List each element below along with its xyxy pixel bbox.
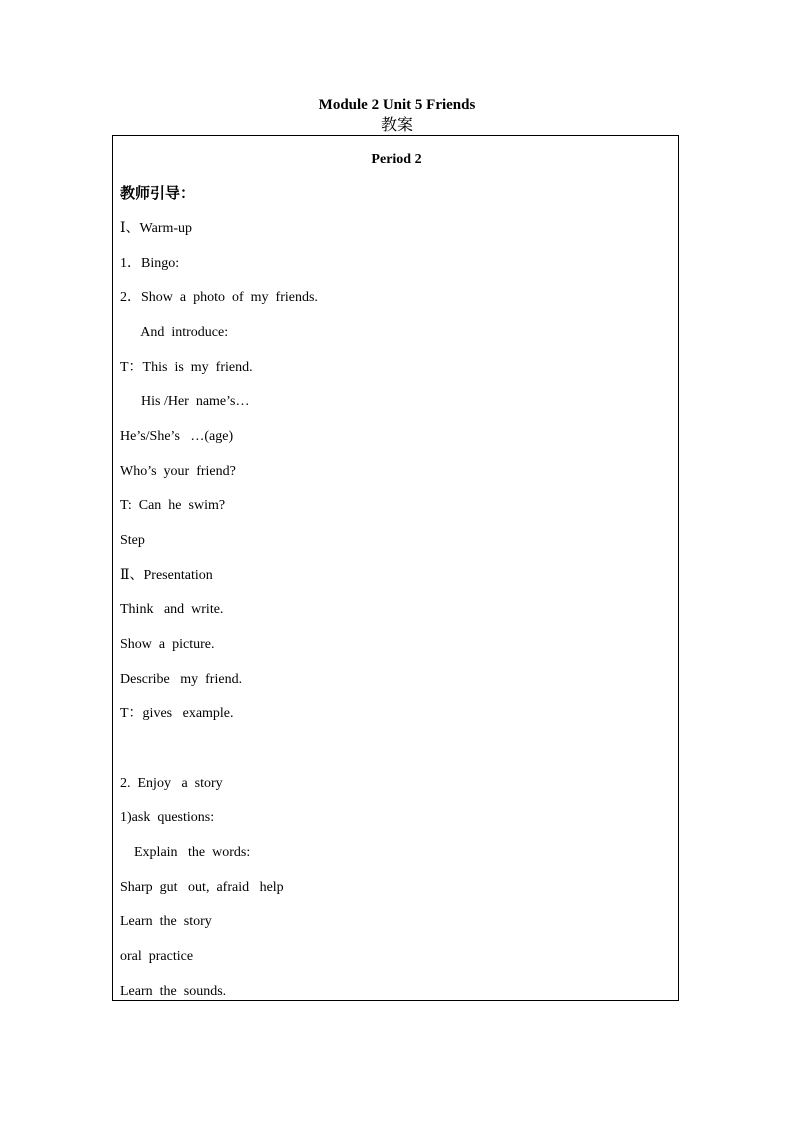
text-line: Ⅰ、Warm-up <box>120 221 193 236</box>
text-line: Sharp gut out, afraid help <box>120 880 284 895</box>
text-line: He’s/She’s …(age) <box>120 429 234 444</box>
text-line: T: Can he swim? <box>120 498 226 513</box>
text-line: 2. Enjoy a story <box>120 776 223 791</box>
text-line: 1．Bingo: <box>120 256 180 271</box>
text-line: Learn the story <box>120 914 212 929</box>
text-line: T：gives example. <box>120 706 234 721</box>
text-line: Describe my friend. <box>120 672 243 687</box>
text-line: T：This is my friend. <box>120 360 253 375</box>
teacher-guide-heading: 教师引导： <box>120 184 196 202</box>
text-line: Who’s your friend? <box>120 464 236 479</box>
lesson-plan-box <box>112 135 679 1001</box>
period-heading: Period 2 <box>371 152 422 167</box>
text-line: 2．Show a photo of my friends. <box>120 290 318 305</box>
text-line: Ⅱ、Presentation <box>120 568 213 583</box>
text-line: His /Her name’s… <box>120 394 250 409</box>
text-line: Explain the words: <box>120 845 251 860</box>
text-line: oral practice <box>120 949 194 964</box>
text-line: Think and write. <box>120 602 224 617</box>
text-line: Step <box>120 533 145 548</box>
text-line: Learn the sounds. <box>120 984 227 999</box>
text-line: And introduce: <box>120 325 229 340</box>
document-subtitle: 教案 <box>380 115 413 134</box>
text-line: Show a picture. <box>120 637 215 652</box>
document-title: Module 2 Unit 5 Friends <box>318 97 476 113</box>
text-line: 1)ask questions: <box>120 810 215 825</box>
